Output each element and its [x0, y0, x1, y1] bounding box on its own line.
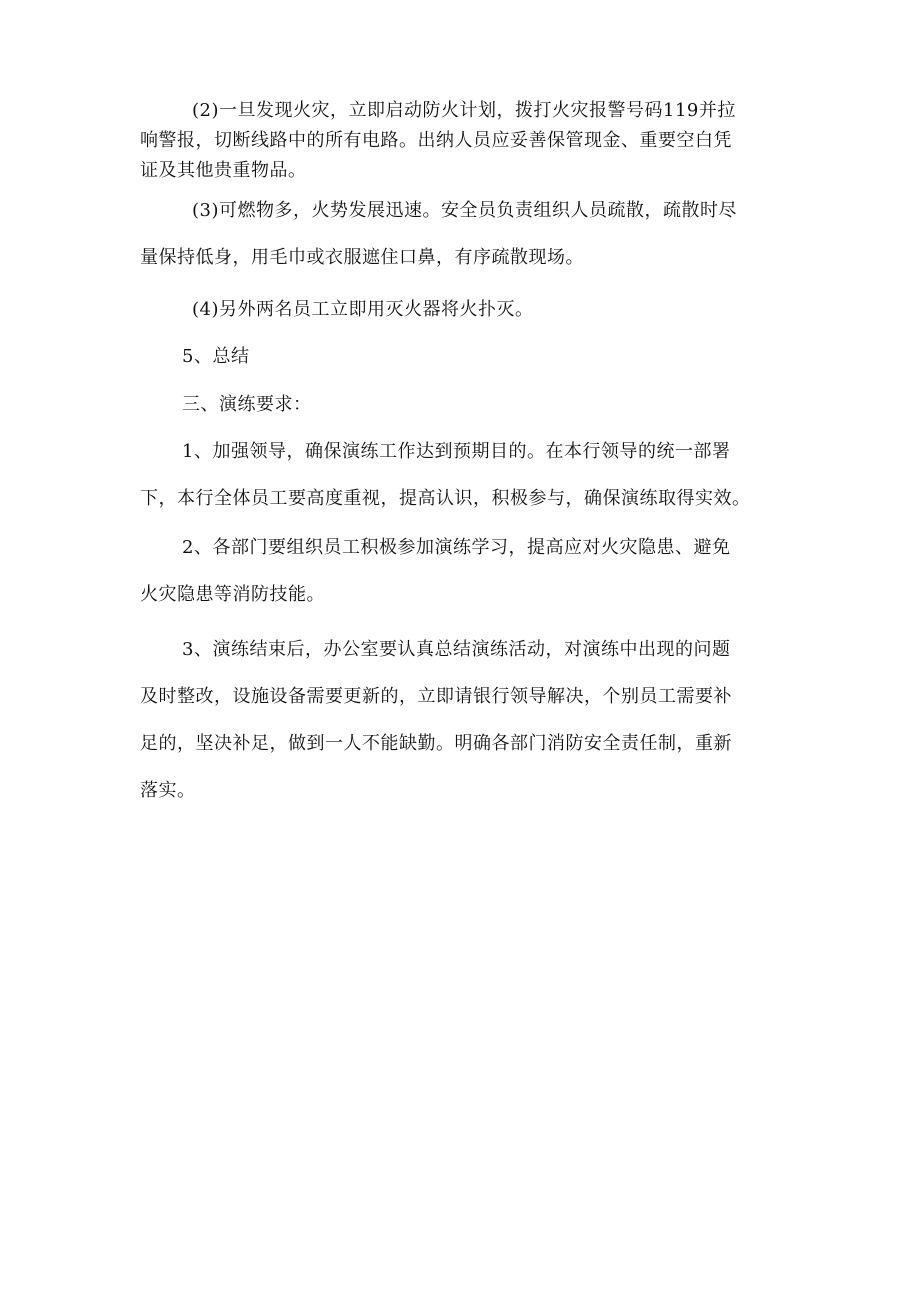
text-line: 下，本行全体员工要高度重视，提高认识，积极参与，确保演练取得实效。 — [140, 488, 751, 509]
text-line: 响警报，切断线路中的所有电路。出纳人员应妥善保管现金、重要空白凭 — [140, 130, 732, 151]
paragraph-requirement-3 — [140, 626, 800, 814]
paragraph-requirement-2 — [140, 524, 800, 618]
text-line: 三、演练要求： — [182, 394, 312, 415]
paragraph-item-4 — [140, 286, 800, 333]
text-line: 及时整改，设施设备需要更新的，立即请银行领导解决，个别员工需要补 — [140, 686, 732, 707]
paragraph-requirement-1 — [140, 428, 800, 522]
text-line: 落实。 — [140, 780, 196, 801]
text-line: 证及其他贵重物品。 — [140, 160, 307, 181]
text-line: 3、演练结束后，办公室要认真总结演练活动，对演练中出现的问题 — [182, 639, 731, 660]
text-line: (4)另外两名员工立即用灭火器将火扑灭。 — [192, 299, 534, 320]
text-line: 2、各部门要组织员工积极参加演练学习，提高应对火灾隐患、避免 — [182, 537, 731, 558]
section-heading-requirements — [140, 381, 800, 428]
text-line: 1、加强领导，确保演练工作达到预期目的。在本行领导的统一部署 — [182, 441, 731, 462]
text-line: 足的，坚决补足，做到一人不能缺勤。明确各部门消防安全责任制，重新 — [140, 733, 732, 754]
paragraph-summary — [140, 333, 800, 380]
text-line: (2)一旦发现火灾，立即启动防火计划，拨打火灾报警号码119并拉 — [192, 100, 736, 121]
paragraph-item-3 — [140, 187, 800, 281]
text-line: 量保持低身，用毛巾或衣服遮住口鼻，有序疏散现场。 — [140, 247, 584, 268]
text-line: (3)可燃物多，火势发展迅速。安全员负责组织人员疏散，疏散时尽 — [192, 200, 737, 221]
text-line: 5、总结 — [182, 346, 250, 367]
paragraph-item-2 — [140, 96, 800, 186]
text-line: 火灾隐患等消防技能。 — [140, 584, 325, 605]
